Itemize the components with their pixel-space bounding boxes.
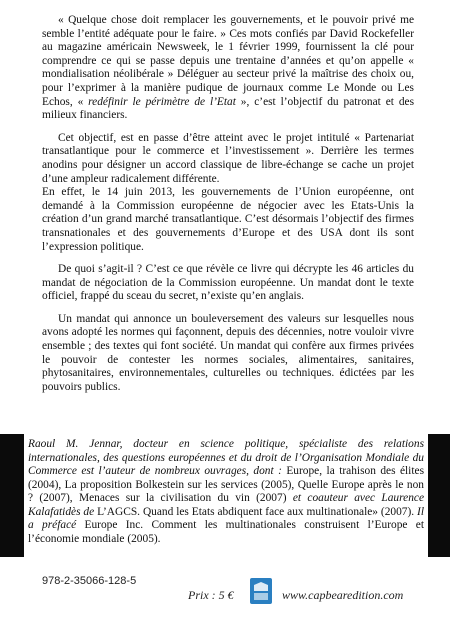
price: Prix : 5 € [188,588,234,602]
author-works-3: Europe Inc. Comment les multinationales construisent l’Europe et l’économie mondiale (2005). [28,519,425,545]
author-works-2: L’AGCS. Quand les Etats abdiquent face aux multinationale» (2007). [94,505,418,518]
blurb-p1-quote: redéfinir le périmètre de l’Etat [88,95,236,108]
website[interactable]: www.capbearedition.com [282,588,404,602]
blurb-paragraph-1 [42,14,414,123]
blurb-paragraph-3: En effet, le 14 juin 2013, les gouvernements de l’Union européenne, ont demandé à la Commission européenne de négocier avec les Etats-Unis la création d’un grand marché transatlantique. C’est désormais l’objectif des firmes transnationales et des gouvernements d’Europe et des USA dont ils sont l’expression politique. [42,186,414,253]
author-band [0,434,450,557]
isbn: 978-2-35066-128-5 [42,575,137,587]
blurb-paragraph-5: Un mandat qui annonce un bouleversement des valeurs sur lesquelles nous avons adopté les normes qui façonnent, depuis des décennies, notre vouloir vivre ensemble ; des textes qui font société. Un mandat qui confère aux firmes privées le pouvoir de contester les normes sociales, alimentaires, sanitaires, phytosanitaires, environnementales, culturelles ou techniques. édictées par les pouvoirs publics. [42,312,414,393]
blurb-p1-end: », c’est l’objectif du patronat et des milieux financiers. [42,95,414,122]
blurb-paragraph-2: Cet objectif, est en passe d’être atteint avec le projet intitulé « Partenariat transatlantique pour le commerce et l’investissement ». Derrière les termes anodins pour désigner un accord classique de libre-échange se cache un projet d’une ampleur radicalement différente. [42,131,414,185]
author-preface-note: Il a préfacé [28,505,424,531]
blurb-p1-start: « Quelque chose doit remplacer les gouvernements, et le pouvoir privé me semble l’entité adéquate pour le faire. » Ces mots confiés par David Rockefeller au magazine américain Newsweek, le 1 février 1999, fournissent la clé pour comprendre ce qui se passe depuis une trentaine d’années et qu’on appelle « mondialisation néolibérale » Déléguer au secteur privé la maîtrise des choix ou, pour l’exprimer à la manière pudique de journaux comme Le Monde ou Les Echos, « [42,14,414,108]
author-works-1: Europe, la trahison des élites (2004), La proposition Bolkestein sur les services (2005), Quelle Europe après le non ? (2007), Menaces sur la civilisation du vin (2007) [28,465,424,504]
author-bio-intro: Raoul M. Jennar, docteur en science politique, spécialiste des relations internationales, des questions européennes et du droit de l’Organisation Mondiale du Commerce est l’auteur de nombreux ouvrages, dont : [28,438,424,477]
blurb-text [42,14,414,403]
author-bio [24,434,428,557]
author-coauthor-note: et coauteur avec Laurence Kalafatidès de [28,492,424,518]
blurb-paragraph-4: De quoi s’agit-il ? C’est ce que révèle ce livre qui décrypte les 46 articles du mandat de négociation de la Commission européenne. Un mandat dont le texte officiel, frappé du sceau du secret, n’existe qu’en anglais. [42,263,414,303]
cap-bear-logo-icon [250,578,272,604]
